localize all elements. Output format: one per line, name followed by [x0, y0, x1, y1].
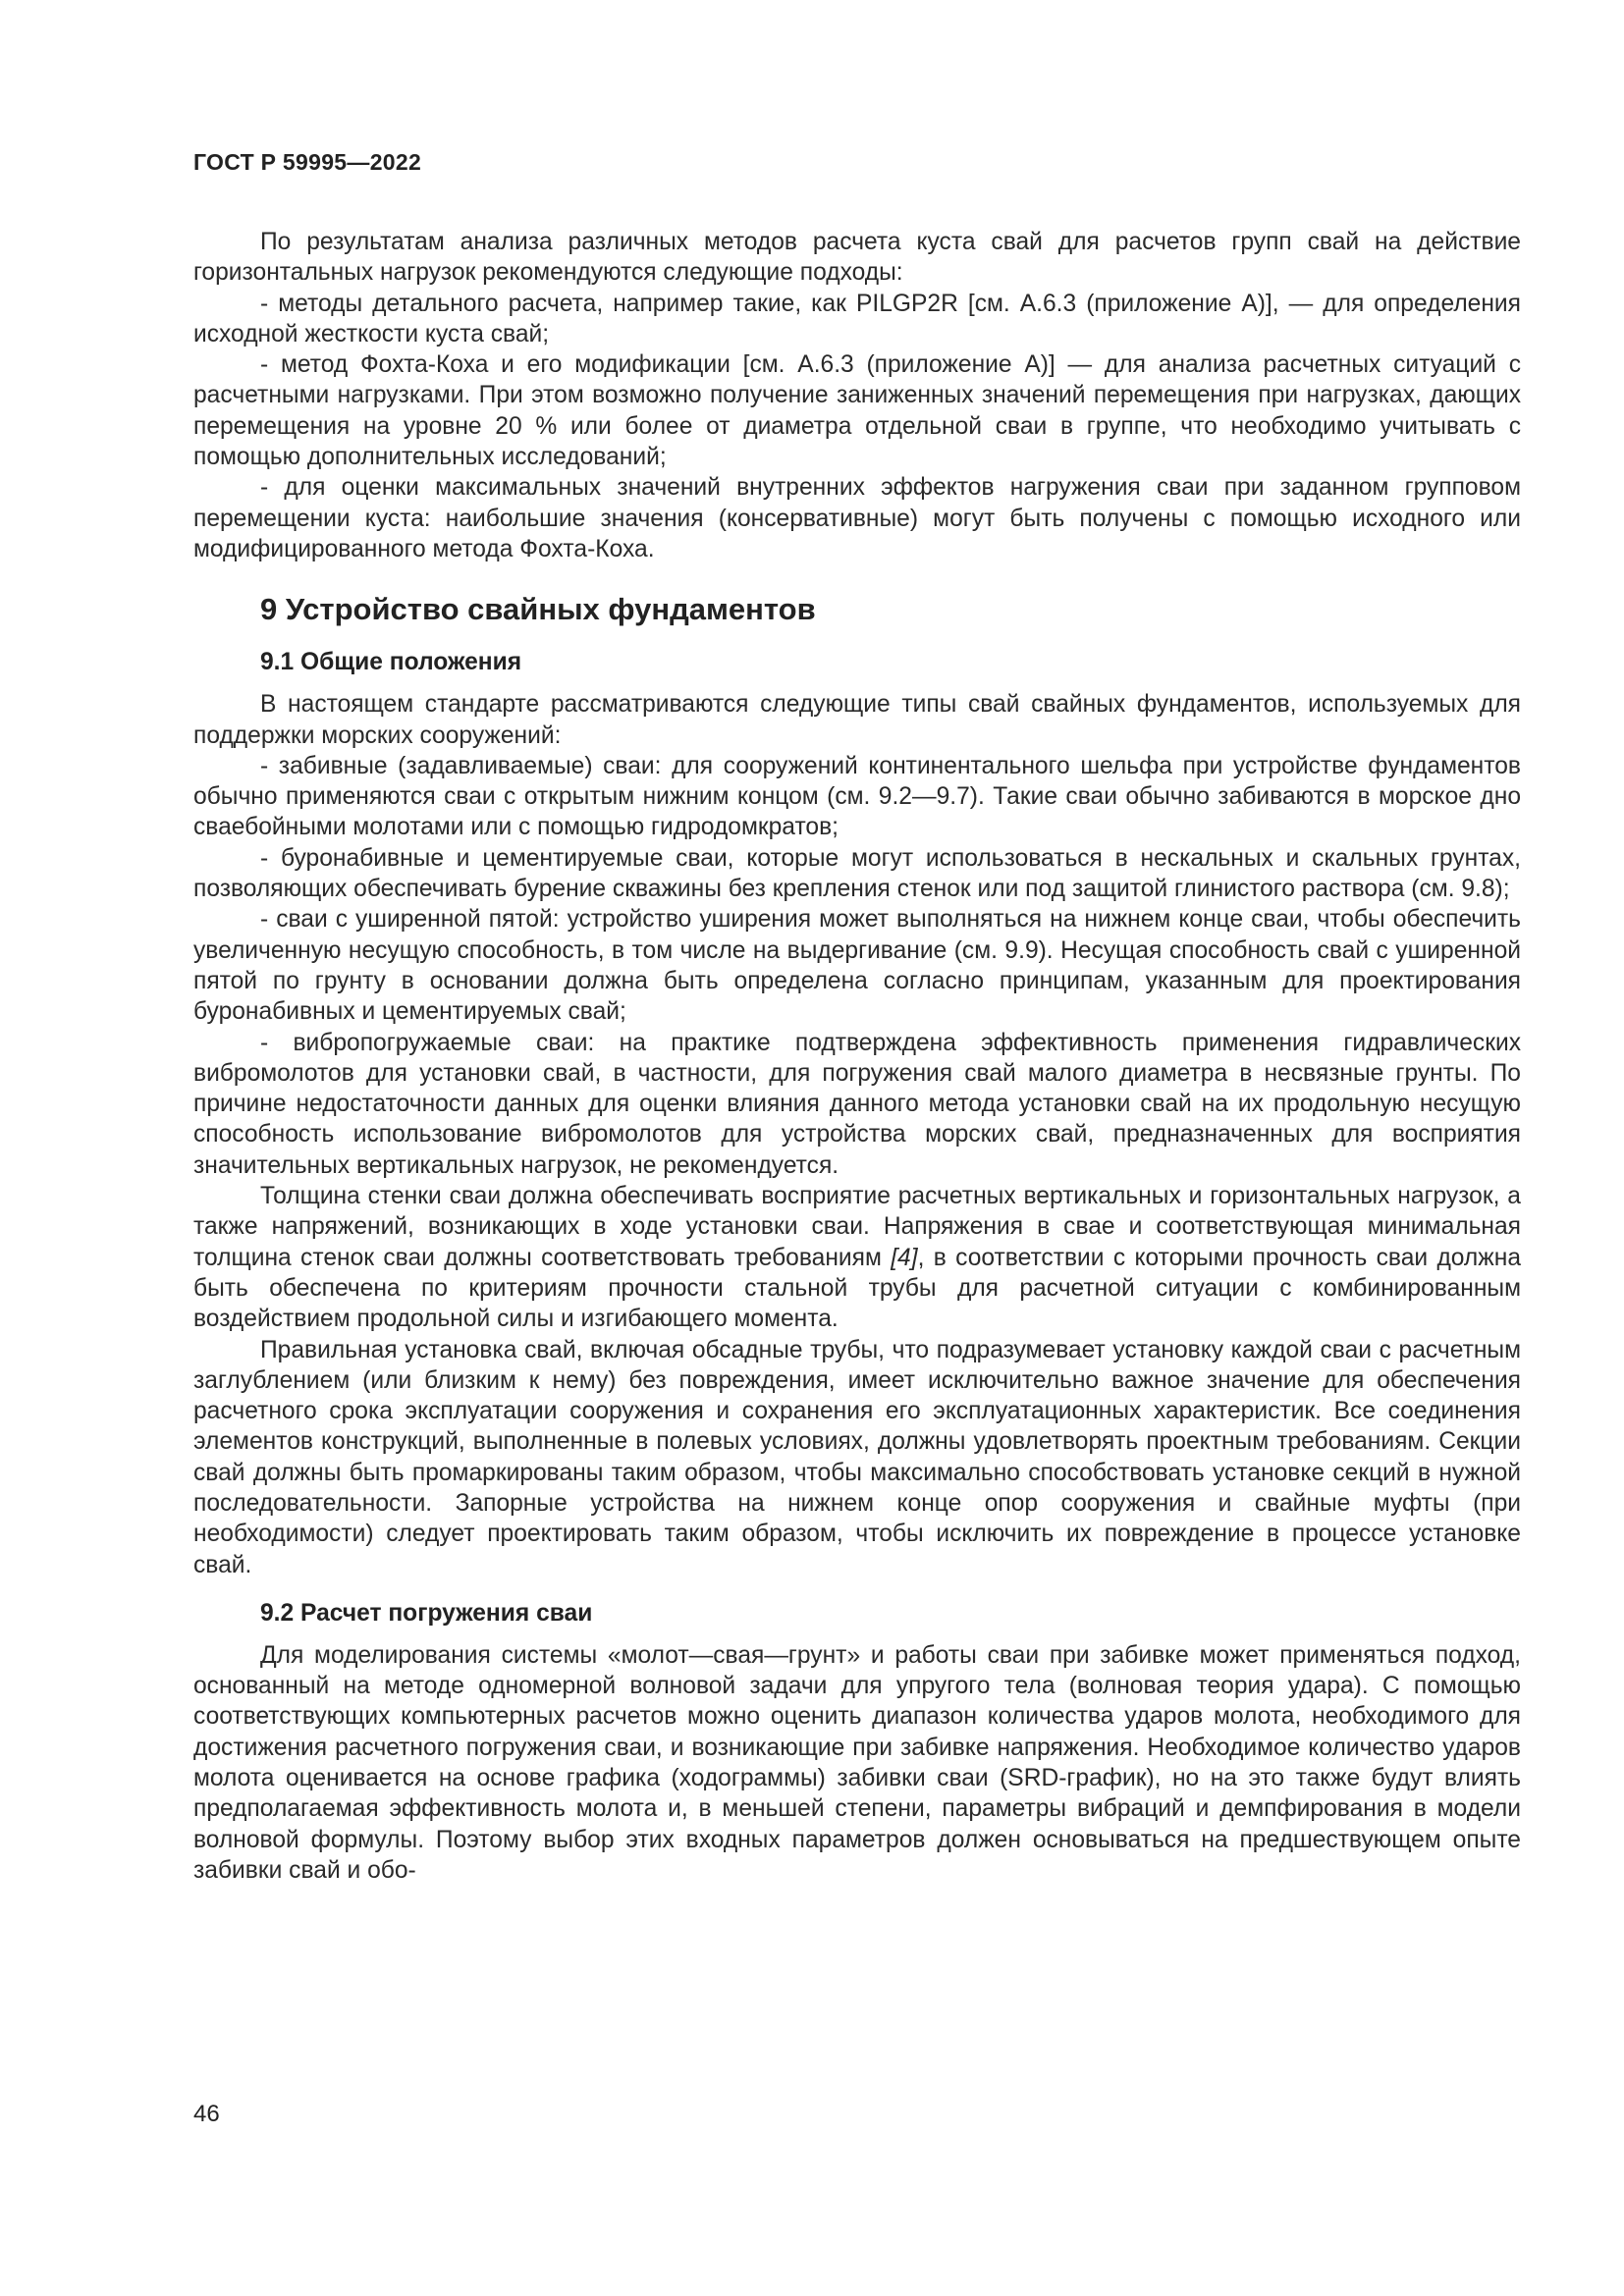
pile-type-item: - буронабивные и цементируемые сваи, которые могут использоваться в нескальных и скальных грунтах, позволяющих обеспечивать бурение скважины без крепления стенок или под защитой глинистого раствора (см. 9.8);: [193, 844, 1521, 903]
paragraph: В настоящем стандарте рассматриваются следующие типы свай свайных фундаментов, используемых для поддержки морских сооружений:: [193, 691, 1521, 749]
page-number: 46: [193, 2101, 220, 2127]
intro-list-item: - для оценки максимальных значений внутренних эффектов нагружения сваи при заданном групповом перемещении куста: наибольшие значения (консервативные) могут быть получены с помощью исходного или модифицированного метода Фохта-Коха.: [193, 474, 1521, 562]
intro-paragraph: По результатам анализа различных методов расчета куста свай для расчетов групп свай на действие горизонтальных нагрузок рекомендуются следующие подходы:: [193, 229, 1521, 287]
paragraph-text: , в соответствии с которыми прочность сваи должна быть обеспечена по критериям прочности стальной трубы для расчетной ситуации с комбинированным воздействием продольной силы и изгибающего момента.: [193, 1244, 1521, 1333]
reference-link[interactable]: [4]: [891, 1244, 918, 1271]
pile-type-item: - сваи с уширенной пятой: устройство уширения может выполняться на нижнем конце сваи, чтобы обеспечить увеличенную несущую способность, в том числе на выдергивание (см. 9.9). Несущая способность свай с уширенной пятой по грунту в основании должна быть определена согласно принципам, указанным для проектирования буронабивных и цементируемых свай;: [193, 906, 1521, 1026]
paragraph-text: Толщина стенки сваи должна обеспечивать восприятие расчетных вертикальных и горизонтальных нагрузок, а также напряжений, возникающих в ходе установки сваи. Напряжения в свае и соответствующая минимальная толщина стенок сваи должны соответствовать требованиям: [193, 1183, 1521, 1271]
pile-type-item: - забивные (задавливаемые) сваи: для сооружений континентального шельфа при устройстве фундаментов обычно применяются сваи с открытым нижним концом (см. 9.2—9.7). Такие сваи обычно забиваются в морское дно сваебойными молотами или с помощью гидродомкратов;: [193, 752, 1521, 841]
pile-type-item: - вибропогружаемые сваи: на практике подтверждена эффективность применения гидравлических вибромолотов для установки свай, в частности, для погружения свай малого диаметра в несвязные грунты. По причине недостаточности данных для оценки влияния данного метода установки свай на их продольную несущую способность использование вибромолотов для устройства морских свай, предназначенных для восприятия значительных вертикальных нагрузок, не рекомендуется.: [193, 1029, 1521, 1179]
page-content: [193, 227, 1521, 1886]
section-heading: 9 Устройство свайных фундаментов: [260, 592, 816, 627]
standard-header: ГОСТ Р 59995—2022: [193, 149, 422, 175]
wall-thickness-paragraph: [193, 1181, 1521, 1334]
subsection-heading: 9.2 Расчет погружения сваи: [260, 1599, 593, 1627]
installation-paragraph: Правильная установка свай, включая обсадные трубы, что подразумевает установку каждой сваи с расчетным заглублением (или близким к нему) без повреждения, имеет исключительно важное значение для обеспечения расчетного срока эксплуатации сооружения и сохранения его эксплуатационных характеристик. Все соединения элементов конструкций, выполненные в полевых условиях, должны удовлетворять проектным требованиям. Секции свай должны быть промаркированы таким образом, чтобы максимально способствовать установке секций в нужной последовательности. Запорные устройства на нижнем конце опор сооружения и свайные муфты (при необходимости) следует проектировать таким образом, чтобы исключить их повреждение в процессе установке свай.: [193, 1336, 1521, 1578]
intro-list-item: - методы детального расчета, например такие, как PILGP2R [см. А.6.3 (приложение А)], — для определения исходной жесткости куста свай;: [193, 290, 1521, 347]
intro-list-item: - метод Фохта-Коха и его модификации [см. А.6.3 (приложение А)] — для анализа расчетных ситуаций с расчетными нагрузками. При этом возможно получение заниженных значений перемещения при нагрузках, дающих перемещения на уровне 20 % или более от диаметра отдельной сваи в группе, что необходимо учитывать с помощью дополнительных исследований;: [193, 351, 1521, 471]
paragraph: Для моделирования системы «молот—свая—грунт» и работы сваи при забивке может применяться подход, основанный на методе одномерной волновой задачи для упругого тела (волновая теория удара). С помощью соответствующих компьютерных расчетов можно оценить диапазон количества ударов молота, необходимого для достижения расчетного погружения сваи, и возникающие при забивке напряжения. Необходимое количество ударов молота оценивается на основе графика (ходограммы) забивки сваи (SRD-график), но на это также будут влиять предполагаемая эффективность молота и, в меньшей степени, параметры вибраций и демпфирования в модели волновой формулы. Поэтому выбор этих входных параметров должен основываться на предшествующем опыте забивки свай и обо-: [193, 1641, 1521, 1884]
subsection-heading: 9.1 Общие положения: [260, 649, 522, 676]
